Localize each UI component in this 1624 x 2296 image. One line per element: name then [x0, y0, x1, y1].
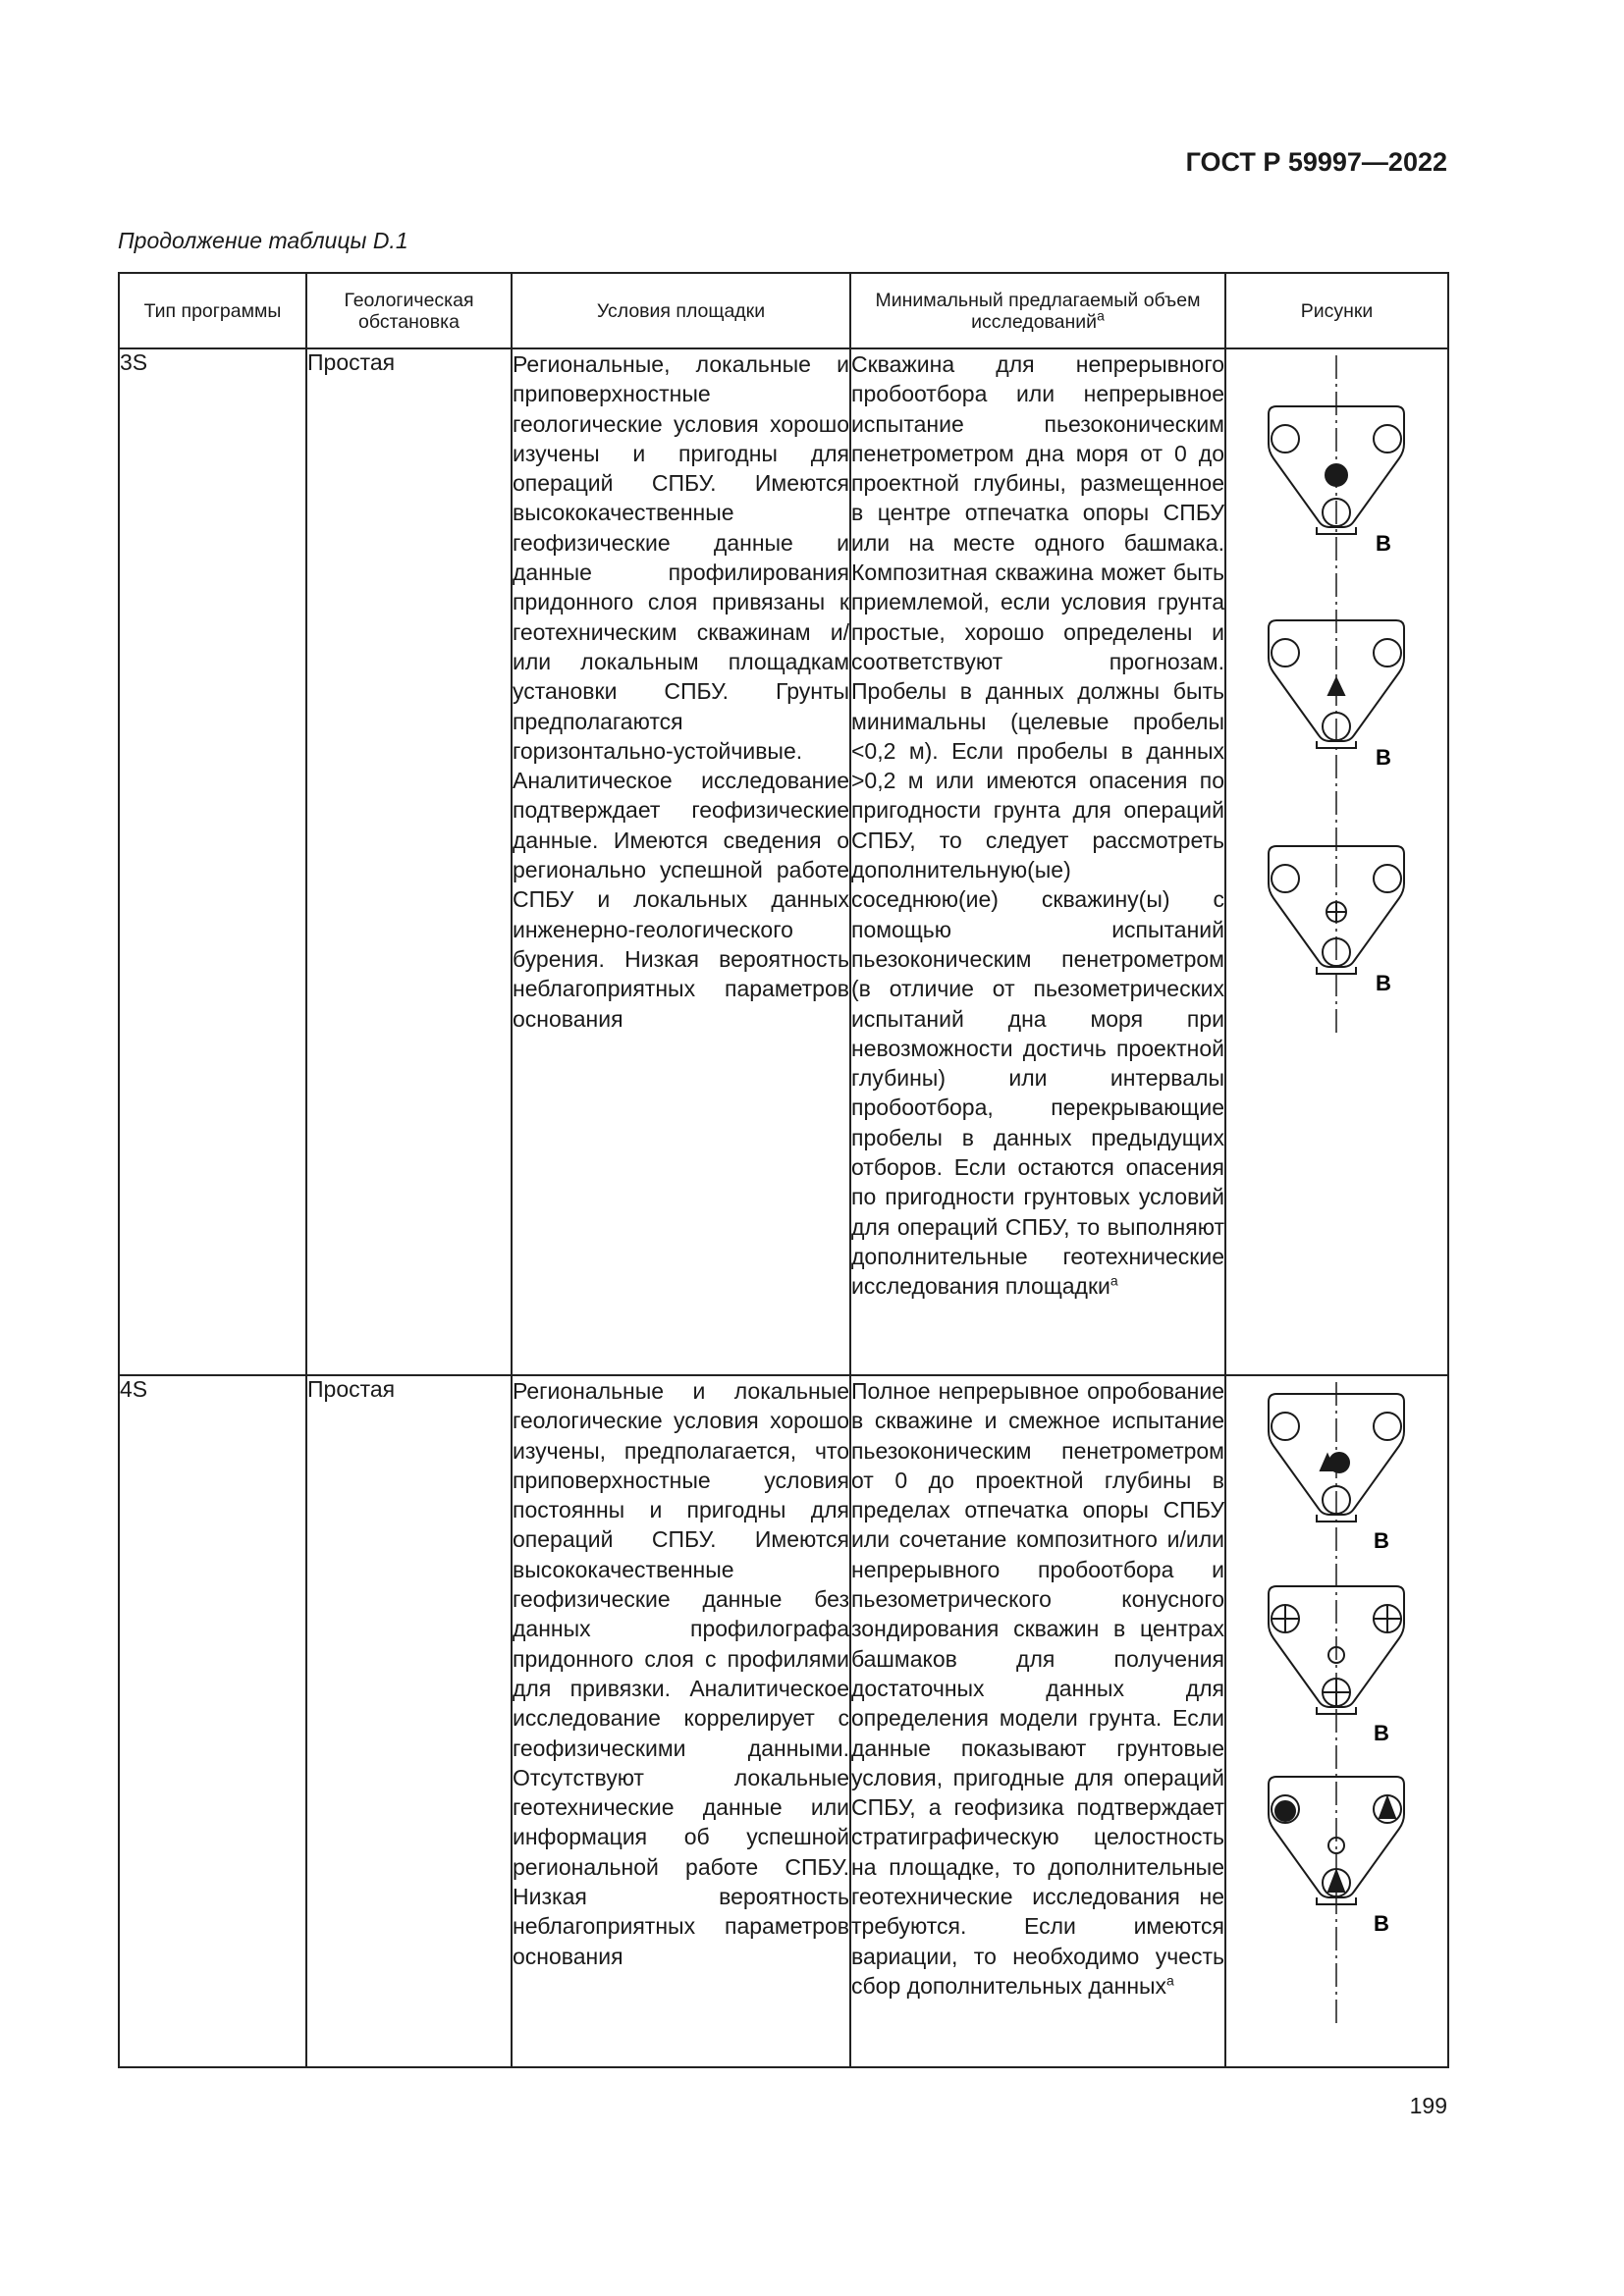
figure-label-b: B: [1374, 1911, 1389, 1936]
standard-number: ГОСТ Р 59997—2022: [1185, 147, 1447, 177]
table-row: [119, 348, 1448, 1375]
figures-4s: [1226, 1376, 1449, 2068]
col-header-figures: Рисунки: [1225, 273, 1448, 348]
conditions-cell: Региональные, локальные и приповерхностные геологические условия хорошо изучены и пригодны для операций СПБУ. Имеются высококачественные геофизические данные и данные профилирования придонного слоя привязаны к геотехническим скважинам и/или локальным площадкам установки СПБУ. Грунты предполагаются горизонтально-устойчивые. Аналитическое исследование подтверждает геофизические данные. Имеются сведения о регионально успешной работе СПБУ и локальных данных инженерно-геологического бурения. Низкая вероятность неблагоприятных параметров основания: [512, 348, 850, 1375]
col-header-scope: Минимальный предлагаемый объем исследований$^a$: [850, 273, 1225, 348]
col-header-conditions: Условия площадки: [512, 273, 850, 348]
figure-label-b: B: [1374, 1721, 1389, 1745]
figures-3s: [1226, 349, 1449, 1376]
figures-cell: [1225, 1375, 1448, 2067]
figure-label-b: B: [1376, 531, 1391, 556]
program-type-cell: 3S: [119, 348, 306, 1375]
scope-cell: Полное непрерывное опробование в скважине и смежное испытание пьезоконическим пенетрометром от 0 до проектной глубины в пределах отпечатка опоры СПБУ или сочетание композитного и/или непрерывного пробоотбора и пьезометрического конусного зондирования скважин в центрах башмаков для получения достаточных данных для определения модели грунта. Если данные показывают грунтовые условия, пригодные для операций СПБУ, а геофизика подтверждает стратиграфическую целостность на площадке, то дополнительные геотехнические исследования не требуются. Если имеются вариации, то необходимо учесть сбор дополнительных данных$^a$: [850, 1375, 1225, 2067]
col-header-geology: Геологическая обстановка: [306, 273, 512, 348]
data-table: [118, 272, 1449, 2068]
geology-cell: Простая: [306, 1375, 512, 2067]
figures-cell: [1225, 348, 1448, 1375]
page-number: 199: [1409, 2093, 1447, 2118]
scope-cell: Скважина для непрерывного пробоотбора или непрерывное испытание пьезоконическим пенетрометром дна моря от 0 до проектной глубины, размещенное в центре отпечатка опоры СПБУ или на месте одного башмака. Композитная скважина может быть приемлемой, если условия грунта простые, хорошо определены и соответствуют прогнозам. Пробелы в данных должны быть минимальны (целевые пробелы <0,2 м). Если пробелы в данных >0,2 м или имеются опасения по пригодности грунта для операций СПБУ, то следует рассмотреть дополнительную(ые) соседнюю(ие) скважину(ы) с помощью испытаний пьезоконическим пенетрометром (в отличие от пьезометрических испытаний дна моря при невозможности достичь проектной глубины) или интервалы пробоотбора, перекрывающие пробелы в данных предыдущих отборов. Если остаются опасения по пригодности грунтовых условий для операций СПБУ, то выполняют дополнительные геотехнические исследования площадки$^a$: [850, 348, 1225, 1375]
table-caption: Продолжение таблицы D.1: [118, 228, 408, 253]
figure-label-b: B: [1376, 745, 1391, 770]
figure-label-b: B: [1374, 1528, 1389, 1553]
conditions-cell: Региональные и локальные геологические условия хорошо изучены, предполагается, что приповерхностные условия постоянны и пригодны для операций СПБУ. Имеются высококачественные геофизические данные без данных профилографа придонного слоя с профилями для привязки. Аналитическое исследование коррелирует с геофизическими данными. Отсутствуют локальные геотехнические данные или информация об успешной региональной работе СПБУ. Низкая вероятность неблагоприятных параметров основания: [512, 1375, 850, 2067]
col-header-type: Тип программы: [119, 273, 306, 348]
figure-label-b: B: [1376, 971, 1391, 995]
program-type-cell: 4S: [119, 1375, 306, 2067]
table-row: [119, 1375, 1448, 2067]
table-header-row: [119, 273, 1448, 348]
geology-cell: Простая: [306, 348, 512, 1375]
